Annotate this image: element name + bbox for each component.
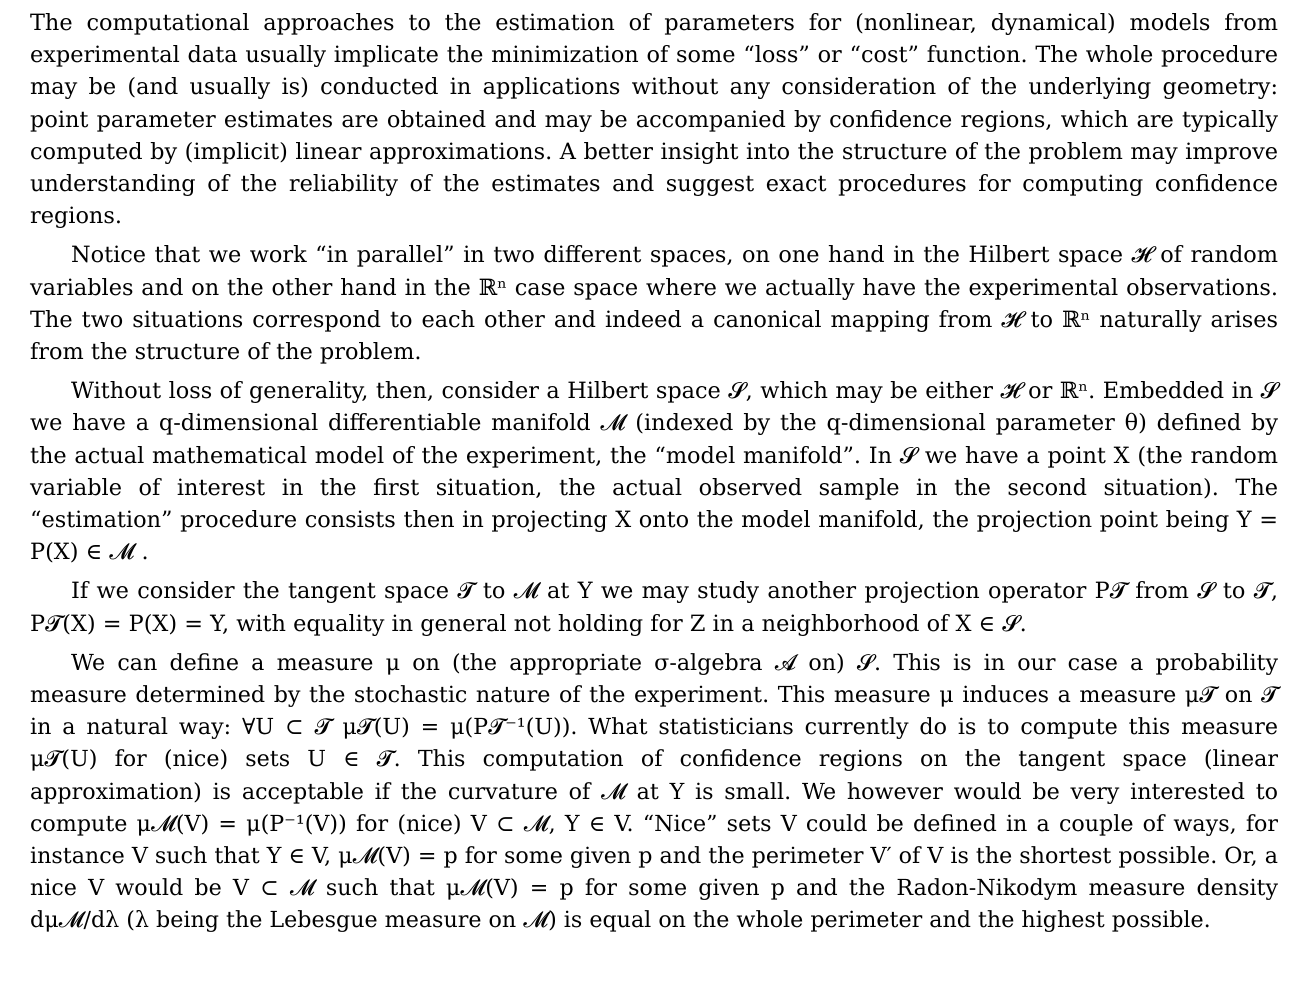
paragraph-5: We can define a measure μ on (the appropriate σ-algebra 𝓐 on) 𝓢. This is in our case a probability measure determined by the stochastic nature of the experiment. This measure μ induces a measure μ𝓣 on 𝓣 in a natural way: ∀U ⊂ 𝓣 μ𝓣(U) = μ(P𝓣⁻¹(U)). What statisticians currently do is to compute this measure μ𝓣(U) for (nice) sets U ∈ 𝓣. This computation of confidence regions on the tangent space (linear approximation) is acceptable if the curvature of 𝓜 at Y is small. We however would be very interested to compute μ𝓜(V) = μ(P⁻¹(V)) for (nice) V ⊂ 𝓜, Y ∈ V. “Nice” sets V could be defined in a couple of ways, for instance V such that Y ∈ V, μ𝓜(V) = p for some given p and the perimeter V′ of V is the shortest possible. Or, a nice V would be V ⊂ 𝓜 such that μ𝓜(V) = p for some given p and the Radon-Nikodym measure density dμ𝓜/dλ (λ being the Lebesgue measure on 𝓜) is equal on the whole perimeter and the highest possible.: [30, 649, 1278, 934]
paragraph-3: Without loss of generality, then, consider a Hilbert space 𝓢, which may be either 𝓗 or ℝⁿ. Embedded in 𝓢 we have a q-dimensional differentiable manifold 𝓜 (indexed by the q-dimensional parameter θ) defined by the actual mathematical model of the experiment, the “model manifold”. In 𝓢 we have a point X (the random variable of interest in the first situation, the actual observed sample in the second situation). The “estimation” procedure consists then in projecting X onto the model manifold, the projection point being Y = P(X) ∈ 𝓜 .: [30, 378, 1278, 566]
paper-body: [30, 7, 1278, 937]
paragraph-1: The computational approaches to the estimation of parameters for (nonlinear, dynamical) models from experimental data usually implicate the minimization of some “loss” or “cost” function. The whole procedure may be (and usually is) conducted in applications without any consideration of the underlying geometry: point parameter estimates are obtained and may be accompanied by confidence regions, which are typically computed by (implicit) linear approximations. A better insight into the structure of the problem may improve understanding of the reliability of the estimates and suggest exact procedures for computing confidence regions.: [30, 10, 1278, 230]
paragraph-4: If we consider the tangent space 𝓣 to 𝓜 at Y we may study another projection operator P𝓣 from 𝓢 to 𝓣, P𝓣(X) = P(X) = Y, with equality in general not holding for Z in a neighborhood of X ∈ 𝓢.: [30, 578, 1278, 637]
paragraph-2: Notice that we work “in parallel” in two different spaces, on one hand in the Hilbert space 𝓗 of random variables and on the other hand in the ℝⁿ case space where we actually have the experimental observations. The two situations correspond to each other and indeed a canonical mapping from 𝓗 to ℝⁿ naturally arises from the structure of the problem.: [30, 242, 1278, 366]
